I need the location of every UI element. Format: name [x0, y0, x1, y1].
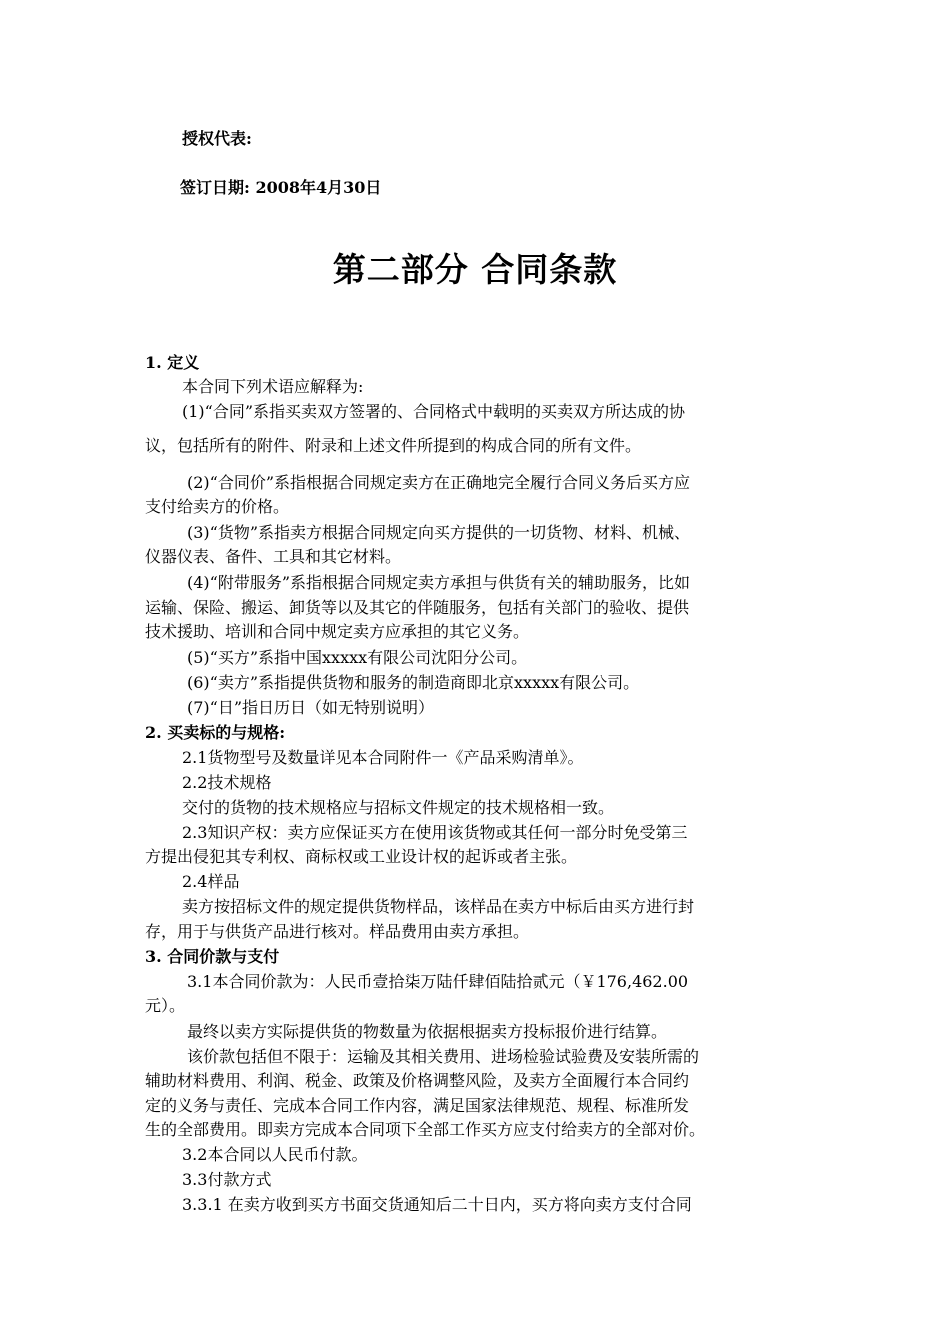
definition-7: (7)“日”指日历日（如无特别说明） — [187, 698, 435, 717]
definition-4-line-1: (4)“附带服务”系指根据合同规定卖方承担与供货有关的辅助服务，比如 — [187, 573, 691, 592]
clause-3-1-line-1: 3.1本合同价款为：人民币壹拾柒万陆仟肆佰陆拾贰元（￥176,462.00 — [187, 972, 689, 991]
clause-3-1-line-2: 元）。 — [145, 996, 186, 1015]
clause-3-3-1: 3.3.1 在卖方收到买方书面交货通知后二十日内，买方将向卖方支付合同 — [182, 1195, 692, 1214]
definition-4-line-2: 运输、保险、搬运、卸货等以及其它的伴随服务，包括有关部门的验收、提供 — [145, 598, 690, 617]
page-title: 第二部分 合同条款 — [332, 250, 618, 289]
clause-3-settlement: 最终以卖方实际提供货的物数量为依据根据卖方投标报价进行结算。 — [187, 1022, 668, 1041]
definition-4-line-3: 技术援助、培训和合同中规定卖方应承担的其它义务。 — [145, 622, 530, 641]
definition-6: (6)“卖方”系指提供货物和服务的制造商即北京xxxxx有限公司。 — [187, 673, 640, 692]
clause-2-4-line-2: 存，用于与供货产品进行核对。样品费用由卖方承担。 — [145, 922, 530, 941]
clause-3-2: 3.2本合同以人民币付款。 — [182, 1145, 368, 1164]
clause-2-4-title: 2.4样品 — [182, 872, 240, 891]
section-2-heading: 2. 买卖标的与规格: — [145, 723, 286, 742]
clause-2-3-line-1: 2.3知识产权：卖方应保证买方在使用该货物或其任何一部分时免受第三 — [182, 823, 688, 842]
section-3-heading: 3. 合同价款与支付 — [145, 947, 280, 966]
definition-5: (5)“买方”系指中国xxxxx有限公司沈阳分公司。 — [187, 648, 528, 667]
definition-1-line-2: 议，包括所有的附件、附录和上述文件所提到的构成合同的所有文件。 — [145, 436, 642, 455]
definition-2-line-2: 支付给卖方的价格。 — [145, 497, 290, 516]
section-1-intro: 本合同下列术语应解释为: — [182, 377, 364, 396]
signing-date: 签订日期: 2008年4月30日 — [180, 178, 382, 197]
clause-2-3-line-2: 方提出侵犯其专利权、商标权或工业设计权的起诉或者主张。 — [145, 847, 578, 866]
clause-2-2-text: 交付的货物的技术规格应与招标文件规定的技术规格相一致。 — [182, 798, 615, 817]
clause-2-1: 2.1货物型号及数量详见本合同附件一《产品采购清单》。 — [182, 748, 584, 767]
definition-3-line-2: 仪器仪表、备件、工具和其它材料。 — [145, 547, 402, 566]
authorized-representative-label: 授权代表: — [182, 129, 252, 148]
clause-2-2-title: 2.2技术规格 — [182, 773, 272, 792]
clause-3-3-title: 3.3付款方式 — [182, 1170, 272, 1189]
definition-1-line-1: (1)“合同”系指买卖双方签署的、合同格式中载明的买卖双方所达成的协 — [182, 402, 686, 421]
clause-3-price-line-2: 辅助材料费用、利润、税金、政策及价格调整风险，及卖方全面履行本合同约 — [145, 1071, 690, 1090]
definition-2-line-1: (2)“合同价”系指根据合同规定卖方在正确地完全履行合同义务后买方应 — [187, 473, 691, 492]
clause-3-price-line-3: 定的义务与责任、完成本合同工作内容，满足国家法律规范、规程、标准所发 — [145, 1096, 690, 1115]
clause-3-price-line-1: 该价款包括但不限于：运输及其相关费用、进场检验试验费及安装所需的 — [187, 1047, 700, 1066]
definition-3-line-1: (3)“货物”系指卖方根据合同规定向买方提供的一切货物、材料、机械、 — [187, 523, 691, 542]
section-1-heading: 1. 定义 — [145, 353, 200, 372]
clause-3-price-line-4: 生的全部费用。即卖方完成本合同项下全部工作买方应支付给卖方的全部对价。 — [145, 1120, 706, 1139]
clause-2-4-line-1: 卖方按招标文件的规定提供货物样品，该样品在卖方中标后由买方进行封 — [182, 897, 695, 916]
